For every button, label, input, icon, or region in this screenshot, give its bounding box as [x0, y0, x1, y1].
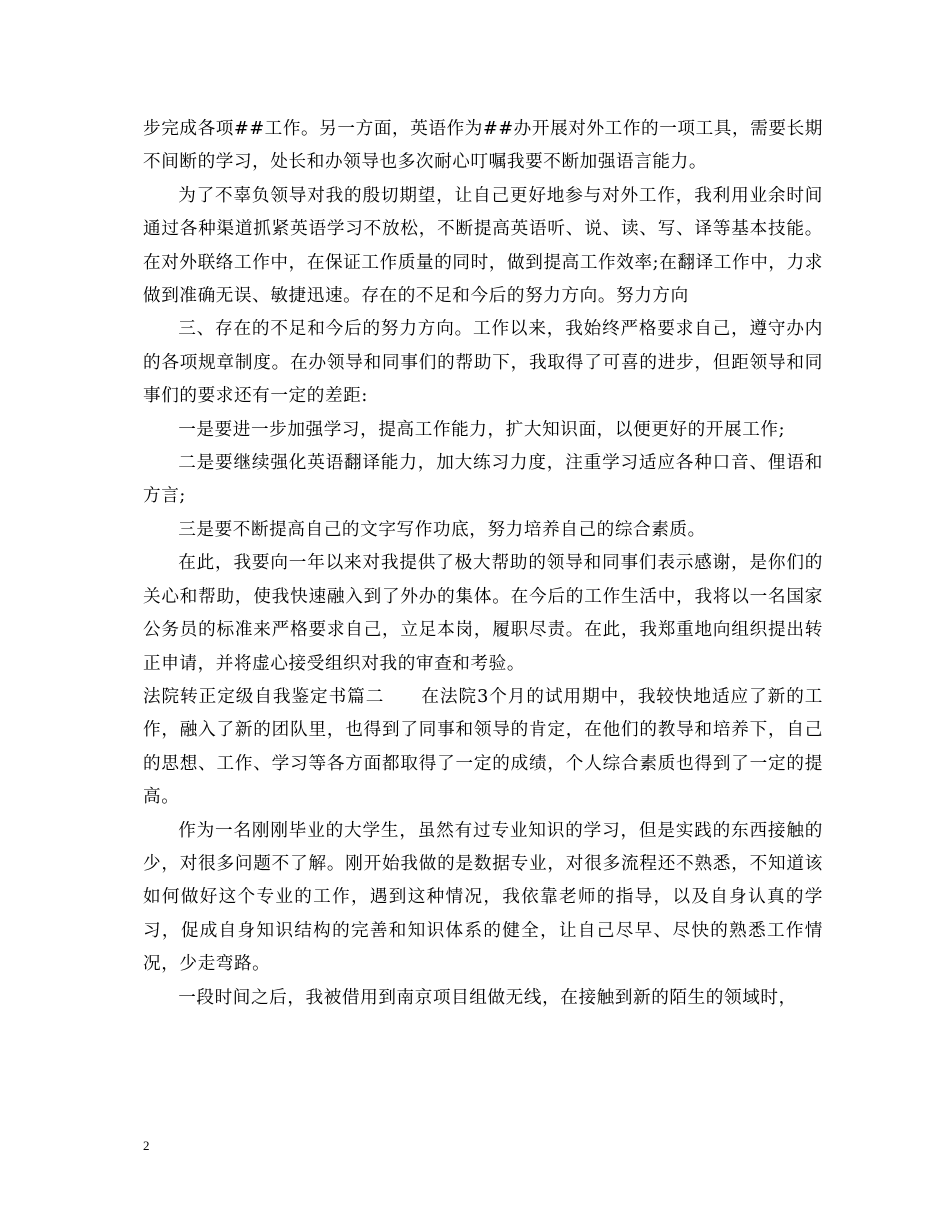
list-item-second: 二是要继续强化英语翻译能力，加大练习力度，注重学习适应各种口音、俚语和方言;: [143, 453, 823, 507]
list-item-third: 三是要不断提高自己的文字写作功底，努力培养自己的综合素质。: [178, 519, 706, 540]
section-title: 法院转正定级自我鉴定书篇二: [143, 686, 385, 707]
list-item-first: 一是要进一步加强学习，提高工作能力，扩大知识面，以便更好的开展工作;: [178, 419, 786, 440]
paragraph-shortcomings: 三、存在的不足和今后的努力方向。工作以来，我始终严格要求自己，遵守办内的各项规章制度。在办领导和同事们的帮助下，我取得了可喜的进步，但距领导和同事们的要求还有一定的差距:: [143, 319, 823, 407]
paragraph-continued: 步完成各项##工作。另一方面，英语作为##办开展对外工作的一项工具，需要长期不间断的学习，处长和办领导也多次耐心叮嘱我要不断加强语言能力。: [143, 119, 823, 173]
section-spacer: [384, 687, 421, 707]
document-body: [143, 113, 823, 1015]
paragraph-thanks: 在此，我要向一年以来对我提供了极大帮助的领导和同事们表示感谢，是你们的关心和帮助，使我快速融入到了外办的集体。在今后的工作生活中，我将以一名国家公务员的标准来严格要求自己，立足本岗，履职尽责。在此，我郑重地向组织提出转正申请，并将虚心接受组织对我的审查和考验。: [143, 553, 823, 674]
section-two-opening: [143, 681, 823, 815]
paragraph-english-study: 为了不辜负领导对我的殷切期望，让自己更好地参与对外工作，我利用业余时间通过各种渠道抓紧英语学习不放松，不断提高英语听、说、读、写、译等基本技能。在对外联络工作中，在保证工作质量的同时，做到提高工作效率;在翻译工作中，力求做到准确无误、敏捷迅速。存在的不足和今后的努力方向。努力方向: [143, 185, 823, 307]
paragraph-nanjing: 一段时间之后，我被借用到南京项目组做无线，在接触到新的陌生的领域时，: [178, 987, 797, 1008]
section-first-paragraph: 在法院3个月的试用期中，我较快地适应了新的工作，融入了新的团队里，也得到了同事和领导的肯定，在他们的教导和培养下，自己的思想、工作、学习等各方面都取得了一定的成绩，个人综合素质也得到了一定的提高。: [143, 686, 823, 808]
page-number: 2: [143, 1138, 150, 1153]
paragraph-graduate: 作为一名刚刚毕业的大学生，虽然有过专业知识的学习，但是实践的东西接触的少，对很多问题不了解。刚开始我做的是数据专业，对很多流程还不熟悉，不知道该如何做好这个专业的工作，遇到这种情况，我依靠老师的指导，以及自身认真的学习，促成自身知识结构的完善和知识体系的健全，让自己尽早、尽快的熟悉工作情况，少走弯路。: [143, 820, 823, 975]
